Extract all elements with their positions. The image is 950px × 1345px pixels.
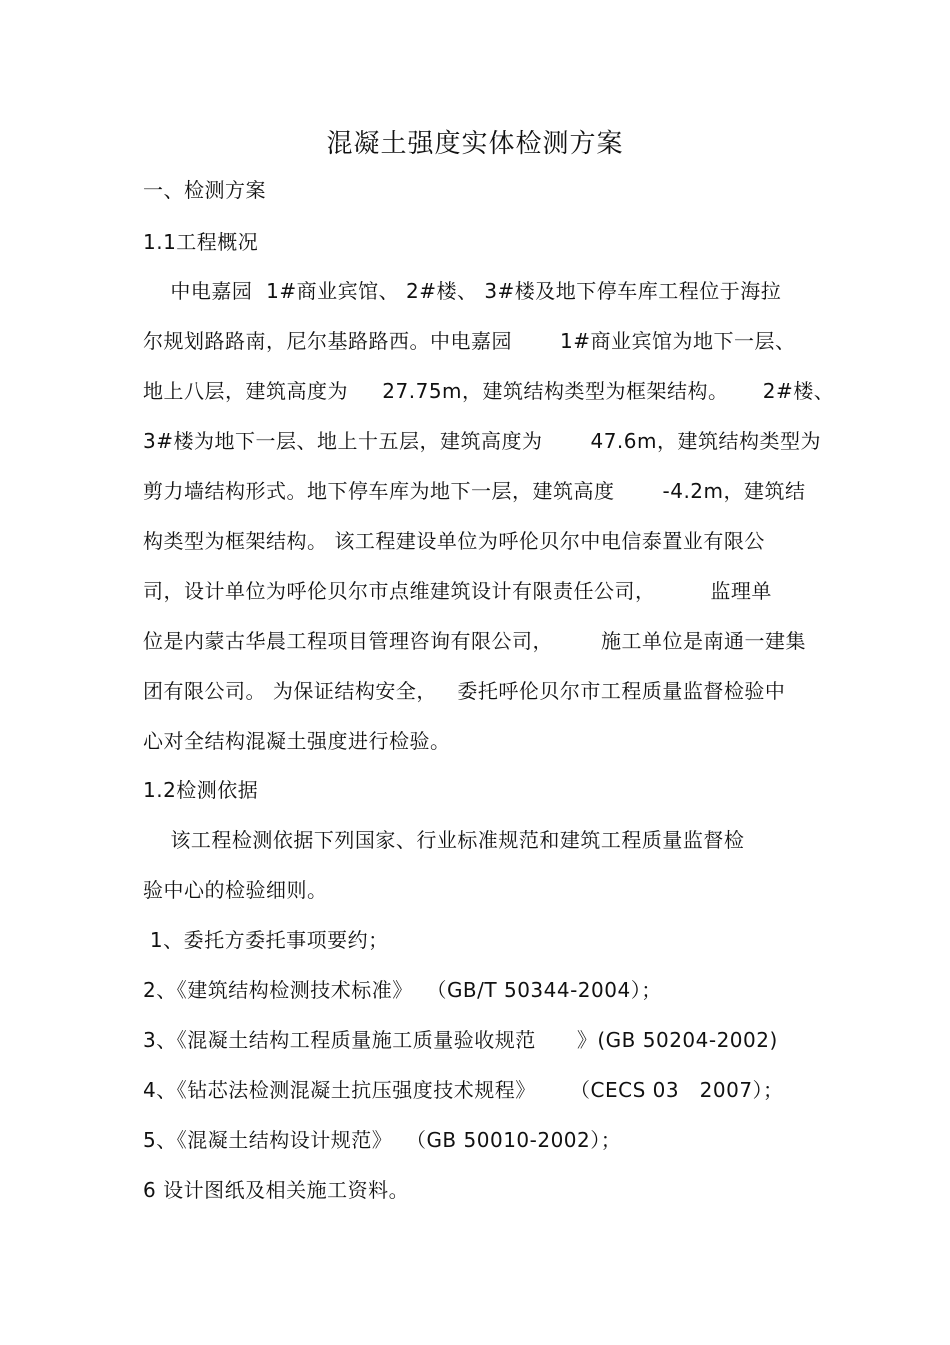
subsection-heading: 1.2检测依据 <box>143 778 259 802</box>
list-item: 4、《钻芯法检测混凝土抗压强度技术规程》 （CECS 03 2007）； <box>143 1078 784 1102</box>
list-item: 3、《混凝土结构工程质量施工质量验收规范 》(GB 50204-2002) <box>143 1028 778 1052</box>
paragraph-line: 团有限公司。 为保证结构安全， 委托呼伦贝尔市工程质量监督检验中 <box>143 679 786 703</box>
paragraph-line: 3#楼为地下一层、地上十五层，建筑高度为 47.6m，建筑结构类型为 <box>143 429 821 453</box>
subsection-heading: 1.1工程概况 <box>143 230 259 254</box>
paragraph-line: 验中心的检验细则。 <box>143 878 328 902</box>
section-heading: 一、检测方案 <box>143 178 266 202</box>
paragraph-line: 构类型为框架结构。 该工程建设单位为呼伦贝尔中电信泰置业有限公 <box>143 529 765 553</box>
paragraph-line: 中电嘉园 1#商业宾馆、 2#楼、 3#楼及地下停车库工程位于海拉 <box>143 279 782 303</box>
paragraph-line: 心对全结构混凝土强度进行检验。 <box>143 729 451 753</box>
list-item: 2、《建筑结构检测技术标准》 （GB/T 50344-2004）； <box>143 978 662 1002</box>
list-item: 5、《混凝土结构设计规范》 （GB 50010-2002）； <box>143 1128 622 1152</box>
list-item: 6 设计图纸及相关施工资料。 <box>143 1178 410 1202</box>
paragraph-line: 位是内蒙古华晨工程项目管理咨询有限公司， 施工单位是南通一建集 <box>143 629 807 653</box>
paragraph-line: 该工程检测依据下列国家、行业标准规范和建筑工程质量监督检 <box>143 828 745 852</box>
paragraph-line: 地上八层，建筑高度为 27.75m，建筑结构类型为框架结构。 2#楼、 <box>143 379 835 403</box>
paragraph-line: 剪力墙结构形式。地下停车库为地下一层，建筑高度 -4.2m，建筑结 <box>143 479 806 503</box>
page-title: 混凝土强度实体检测方案 <box>326 129 624 159</box>
paragraph-line: 司，设计单位为呼伦贝尔市点维建筑设计有限责任公司， 监理单 <box>143 579 772 603</box>
list-item: 1、委托方委托事项要约； <box>143 928 389 952</box>
paragraph-line: 尔规划路路南，尼尔基路路西。中电嘉园 1#商业宾馆为地下一层、 <box>143 329 796 353</box>
